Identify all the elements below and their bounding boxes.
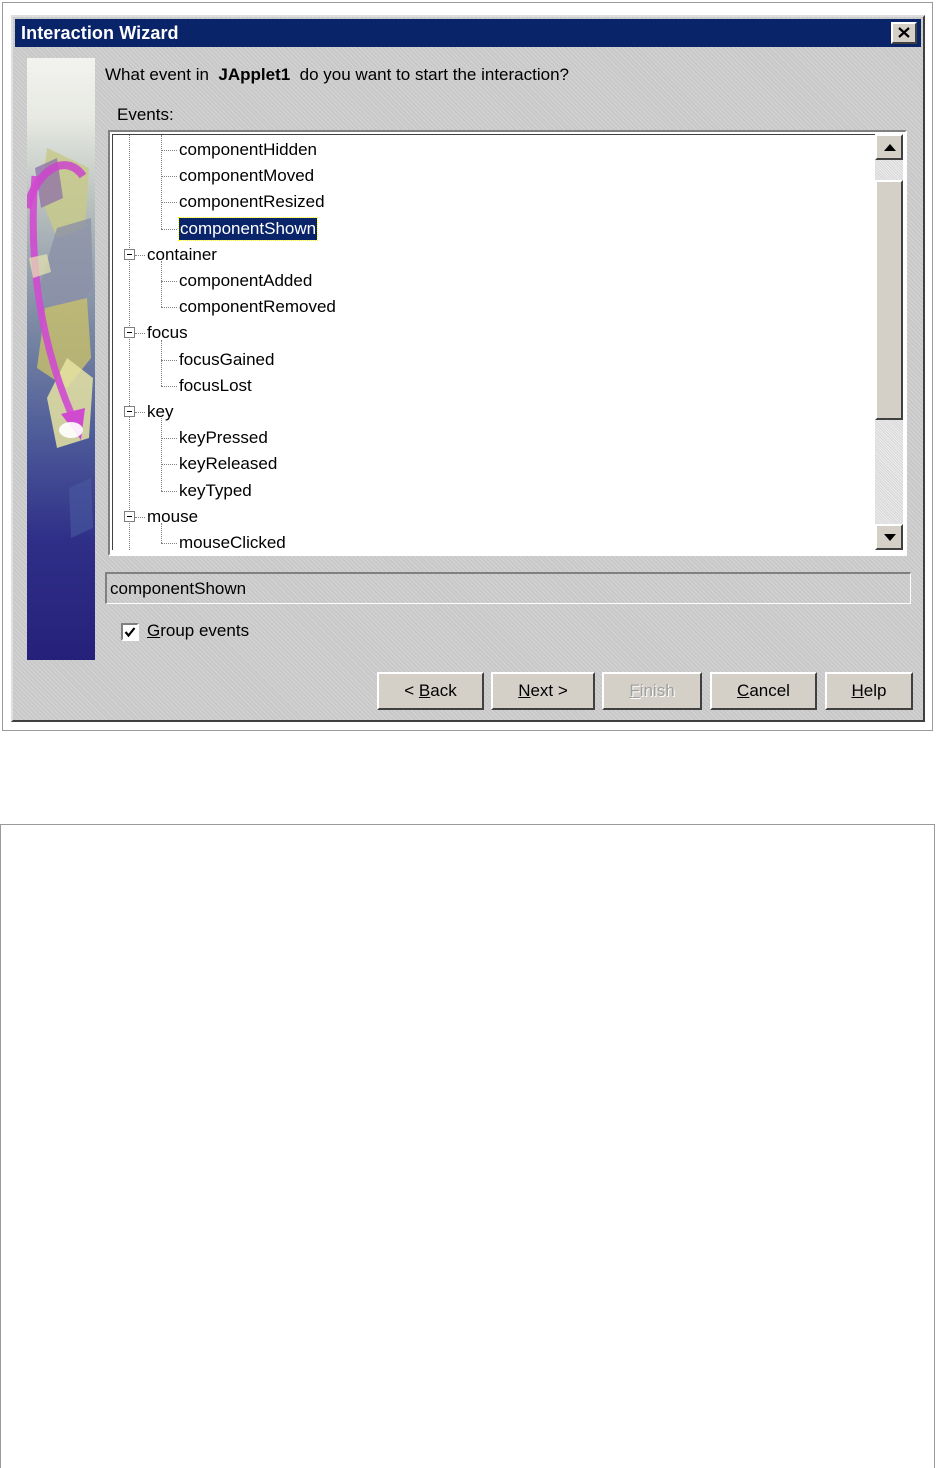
- collapse-icon[interactable]: [124, 249, 135, 260]
- tree-connector: [161, 360, 177, 361]
- tree-item-label: componentResized: [179, 192, 325, 212]
- tree-item-label: componentMoved: [179, 166, 315, 186]
- cancel-button[interactable]: Cancel: [710, 672, 817, 710]
- next-button[interactable]: Next >: [491, 672, 595, 710]
- tree-item-label: componentShown: [180, 218, 317, 238]
- collapse-icon[interactable]: [124, 406, 135, 417]
- blank-panel: [0, 824, 935, 1468]
- tree-item-label: mouse: [147, 506, 199, 526]
- wizard-graphic-icon: [27, 58, 95, 660]
- tree-item-label: componentAdded: [179, 271, 313, 290]
- group-events-label-text: roup events: [160, 621, 250, 640]
- tree-connector: [161, 281, 177, 282]
- interaction-wizard-dialog: [11, 15, 925, 722]
- tree-item-componentResized[interactable]: [113, 189, 873, 215]
- selected-event-value: componentShown: [110, 579, 247, 598]
- checkmark-icon: [124, 626, 136, 638]
- tree-connector: [161, 491, 177, 492]
- collapse-icon[interactable]: [124, 327, 135, 338]
- tree-group-mouse[interactable]: [113, 504, 873, 530]
- events-scrollbar[interactable]: [875, 134, 903, 550]
- scroll-down-button[interactable]: [875, 524, 903, 550]
- tree-connector: [161, 464, 177, 465]
- wizard-question: [105, 65, 569, 85]
- tree-connector: [161, 176, 177, 177]
- finish-button[interactable]: Finish: [602, 672, 702, 710]
- question-suffix: do you want to start the interaction?: [299, 65, 569, 84]
- tree-item-label: focus: [147, 323, 188, 343]
- question-component: JApplet1: [218, 65, 291, 84]
- group-events-label: Group events: [147, 621, 250, 640]
- tree-item-label: componentHidden: [179, 140, 317, 159]
- scroll-up-button[interactable]: [875, 134, 903, 160]
- back-button[interactable]: < Back: [377, 672, 484, 710]
- tree-connector: [161, 229, 177, 230]
- group-events-checkbox[interactable]: [121, 623, 139, 641]
- tree-item-componentHidden[interactable]: [113, 137, 873, 163]
- tree-item-focusGained[interactable]: [113, 347, 873, 373]
- tree-item-label: componentRemoved: [179, 297, 336, 317]
- tree-item-label: container: [147, 244, 217, 264]
- window-title: Interaction Wizard: [21, 23, 179, 43]
- tree-item-label: keyReleased: [179, 454, 278, 474]
- arrow-up-icon: [884, 144, 896, 151]
- close-icon: [898, 27, 910, 38]
- arrow-down-icon: [884, 534, 896, 541]
- tree-item-label: mouseClicked: [179, 533, 286, 550]
- events-tree[interactable]: [108, 130, 907, 556]
- events-label: Events:: [117, 105, 174, 124]
- tree-item-focusLost[interactable]: [113, 373, 873, 399]
- title-bar[interactable]: [15, 19, 921, 47]
- tree-item-label: key: [147, 402, 174, 421]
- tree-connector: [161, 150, 177, 151]
- tree-item-componentRemoved[interactable]: [113, 294, 873, 320]
- tree-item-label: focusLost: [179, 375, 252, 395]
- tree-connector: [161, 543, 177, 544]
- wizard-side-illustration: [27, 58, 95, 660]
- tree-group-key[interactable]: [113, 399, 873, 425]
- tree-item-label: keyTyped: [179, 480, 252, 500]
- tree-item-componentAdded[interactable]: [113, 268, 873, 294]
- tree-item-keyTyped[interactable]: [113, 478, 873, 504]
- tree-item-keyPressed[interactable]: [113, 425, 873, 451]
- tree-connector: [135, 412, 145, 413]
- tree-connector: [135, 333, 145, 334]
- question-prefix: What event in: [105, 65, 209, 84]
- tree-item-keyReleased[interactable]: [113, 451, 873, 477]
- tree-item-label: keyPressed: [179, 428, 268, 448]
- tree-connector: [161, 386, 177, 387]
- collapse-icon[interactable]: [124, 511, 135, 522]
- tree-connector: [161, 307, 177, 308]
- tree-group-container[interactable]: [113, 242, 873, 268]
- help-button[interactable]: Help: [825, 672, 913, 710]
- tree-group-focus[interactable]: [113, 320, 873, 346]
- tree-connector: [135, 255, 145, 256]
- tree-item-componentMoved[interactable]: [113, 163, 873, 189]
- selected-event-field: [105, 572, 911, 604]
- scroll-thumb[interactable]: [875, 180, 903, 420]
- tree-connector: [135, 517, 145, 518]
- tree-connector: [161, 202, 177, 203]
- tree-connector: [161, 438, 177, 439]
- tree-item-label: focusGained: [179, 349, 275, 369]
- tree-item-mouseClicked[interactable]: [113, 530, 873, 550]
- close-button[interactable]: [891, 22, 917, 44]
- tree-item-componentShown[interactable]: [113, 216, 873, 242]
- events-tree-viewport[interactable]: [112, 134, 875, 550]
